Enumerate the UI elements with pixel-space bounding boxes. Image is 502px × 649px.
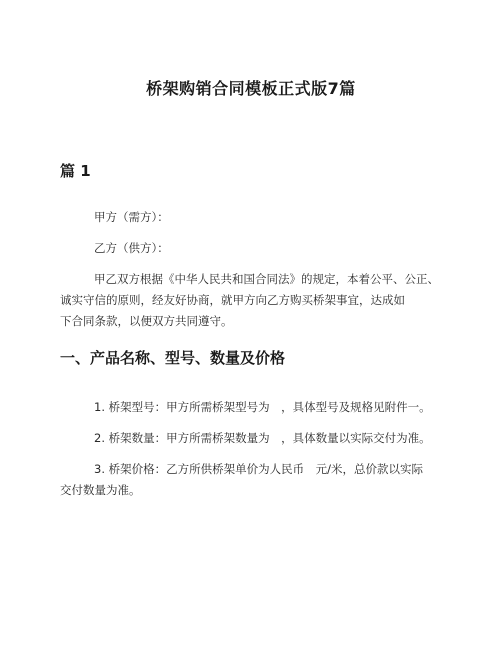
section-heading: 篇 1 xyxy=(60,162,91,180)
intro-line: 下合同条款，以便双方共同遵守。 xyxy=(60,314,233,328)
clause-item xyxy=(60,428,470,449)
clause-item xyxy=(60,397,470,418)
clause-item-line: 交付数量为准。 xyxy=(60,483,141,497)
clause-item-line: 1. 桥架型号：甲方所需桥架型号为 ，具体型号及规格见附件一。 xyxy=(94,400,431,414)
intro-paragraph xyxy=(60,269,460,332)
party-a-line: 甲方（需方）： xyxy=(94,210,169,224)
clause-item xyxy=(60,459,470,501)
clause-item-line: 3. 桥架价格：乙方所供桥架单价为人民币 元/米，总价款以实际 xyxy=(94,462,423,476)
party-b-line: 乙方（供方）： xyxy=(94,241,169,255)
clause-heading: 一、产品名称、型号、数量及价格 xyxy=(60,349,286,367)
intro-line: 甲乙双方根据《中华人民共和国合同法》的规定，本着公平、公正、 xyxy=(94,272,439,286)
clause-item-line: 2. 桥架数量：甲方所需桥架数量为 ，具体数量以实际交付为准。 xyxy=(94,431,431,445)
document-title: 桥架购销合同模板正式版7篇 xyxy=(146,79,356,98)
intro-line: 诚实守信的原则，经友好协商，就甲方向乙方购买桥架事宜，达成如 xyxy=(60,293,405,307)
